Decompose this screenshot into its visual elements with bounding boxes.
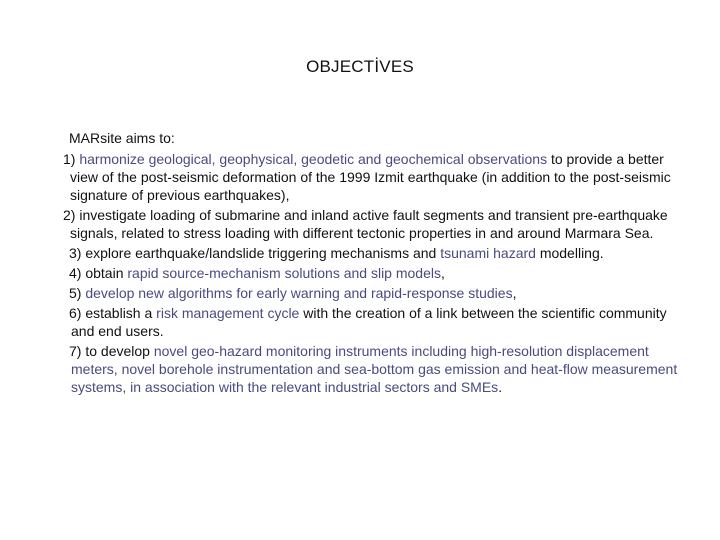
- slide-title: OBJECTİVES: [306, 57, 414, 76]
- item-number: 2): [63, 207, 76, 223]
- item-text: to provide a better view of the post-seismic deformation of the 1999 Izmit earthquake (in addition to the post-seismic signature of previous earthquakes),: [70, 151, 671, 203]
- item-text: to develop: [81, 343, 154, 359]
- objective-item-6: [63, 304, 683, 340]
- item-text: establish a: [81, 305, 157, 321]
- item-number: 4): [69, 265, 82, 281]
- item-text: obtain: [81, 265, 128, 281]
- item-highlight: develop new algorithms for early warning and rapid-response studies: [85, 285, 513, 301]
- item-text: investigate loading of submarine and inland active fault segments and transient pre-earthquake signals, related to stress loading with different tectonic properties in and around Marmara Sea.: [70, 207, 668, 241]
- item-highlight: risk management cycle: [156, 305, 300, 321]
- item-text: .: [498, 379, 503, 395]
- objective-item-7: [63, 342, 683, 396]
- item-highlight: novel geo-hazard monitoring instruments including high-resolution displacement meters, novel borehole instrumentation and sea-bottom gas emission and heat-flow measurement systems, in association with the relevant industrial sectors and SMEs: [71, 343, 678, 395]
- item-highlight: rapid source-mechanism solutions and slip models: [127, 265, 441, 281]
- objective-item-1: [63, 150, 683, 204]
- item-number: 6): [69, 305, 82, 321]
- item-text: modelling.: [535, 245, 604, 261]
- item-number: 5): [69, 285, 82, 301]
- objective-item-5: [63, 284, 683, 302]
- objective-item-4: [63, 264, 683, 282]
- item-number: 3): [69, 245, 82, 261]
- objective-item-3: [63, 244, 683, 262]
- item-number: 7): [69, 343, 82, 359]
- item-highlight: tsunami hazard: [440, 245, 536, 261]
- item-number: 1): [63, 151, 76, 167]
- item-highlight: harmonize geological, geophysical, geodetic and geochemical observations: [79, 151, 548, 167]
- item-text: with the creation of a link between the scientific community and end users.: [71, 305, 667, 339]
- item-text: explore earthquake/landslide triggering mechanisms and: [81, 245, 441, 261]
- item-text: ,: [440, 265, 445, 281]
- objectives-body: [63, 129, 683, 398]
- item-text: ,: [512, 285, 517, 301]
- objective-item-2: [63, 206, 683, 242]
- intro-text: MARsite aims to:: [69, 130, 175, 146]
